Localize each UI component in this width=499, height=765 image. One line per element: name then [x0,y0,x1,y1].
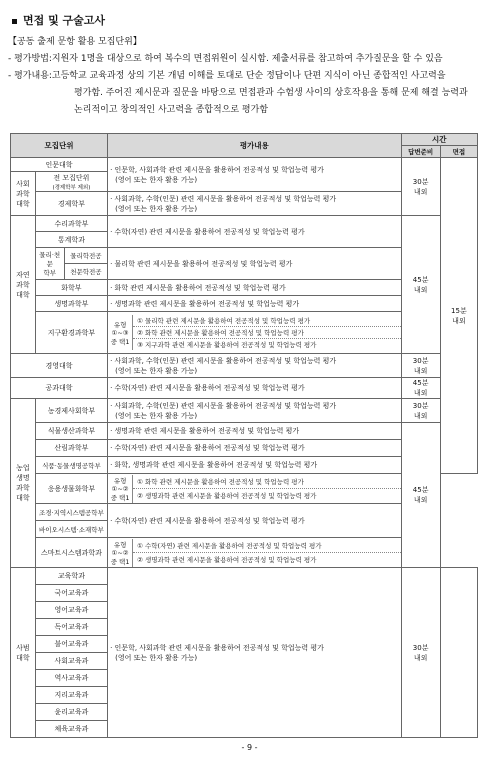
edu-dept: 교육학과 [35,568,107,585]
square-bullet-icon [12,19,17,24]
edu-dept: 역사교육과 [35,670,107,687]
section-heading: 면접 및 구술고사 [12,12,105,28]
edu-dept: 윤리교육과 [35,704,107,721]
page-number: - 9 - [241,743,258,752]
edu-dept: 영어교육과 [35,602,107,619]
edu-dept: 불어교육과 [35,636,107,653]
edu-dept: 사회교육과 [35,653,107,670]
evaluation-table: 모집단위 평가내용 시간 답변준비 면접 인문대학 · 인문학, 사회과학 관련 제시문을 활용하여 전공적성 및 학업능력 평가 (영어 또는 한자 활용 가능) 30분 내외 15분 내외 사회 과학 대학 전 모집단위 (경제학부 제외) 경제학부 · 사회과학, 수학(인문) 관련 제시문을 활용하여 전공적성 및 학업능력 평가 (영어 또는 한자 활용 가능) 자연 과학 대학 수리과학부 · 수학(자연) 관련 제시문을 활용하여 전공적성 및 학업능력 평가 45분 내외 통계학과 물리·천문 학부 물리학전공 · 물리학 관련 제시문을 활용하여 전공적성 및 학업능력 평가 천문학전공 화학부 · 화학 관련 제시문을 활용하여 전공적성 및 학업능력 평가 생명과학부 · 생명과학 관련 제시문을 활용하여 전공적성 및 학업능력 평가 지구환경과학부 유형 ①~③ 중 택1 ① 물리학 관련 제시문을 활용하여 전공적성 및 학업능력 평가 ② 화학 관련 제시문을 활용하여 전공적성 및 학업능력 평가 ③ 지구과학 관련 제시문을 활용하여 전공적성 및 학업능력 평가 경영대학 · 사회과학, 수학(인문) 관련 제시문을 활용하여 전공적성 및 학업능력 평가 (영어 또는 한자 활용 가능) 30분 내외 공과대학 · 수학(자연) 관련 제시문을 활용하여 전공적성 및 학업능력 평가 45분 내외 농업 생명 과학 대학 농경제사회학부 · 사회과학, 수학(인문) 관련 제시문을 활용하여 전공적성 및 학업능력 평가 (영어 또는 한자 활용 가능) 30분 내외 식물생산과학부 · 생명과학 관련 제시문을 활용하여 전공적성 및 학업능력 평가 45분 내외 산림과학부 · 수학(자연) 관련 제시문을 활용하여 전공적성 및 학업능력 평가 식품·동물생명공학부 · 화학, 생명과학 관련 제시문을 활용하여 전공적성 및 학업능력 평가 응용생물화학부 유형 ①~② 중 택1 ① 화학 관련 제시문을 활용하여 전공적성 및 학업능력 평가 ② 생명과학 관련 제시문을 활용하여 전공적성 및 학업능력 평가 조경·지역시스템공학부 · 수학(자연) 관련 제시문을 활용하여 전공적성 및 학업능력 평가 바이오시스템·소재학부 스마트시스템과학과 유형 ①~② 중 택1 ① 수학(자연) 관련 제시문을 활용하여 전공적성 및 학업능력 평가 ② 생명과학 관련 제시문을 활용하여 전공적성 및 학업능력 평가 사범 대학 교육학과 · 인문학, 사회과학 관련 제시문을 활용하여 전공적성 및 학업능력 평가 (영어 또는 한자 활용 가능) 30분 내외 국어교육과 영어교육과 독어교육과 불어교육과 사회교육과 역사교육과 지리교육과 윤리교육과 체육교육과 [10,133,478,738]
intro-bracket: 【공동 출제 문항 활용 모집단위】 [8,37,142,47]
edu-dept: 국어교육과 [35,585,107,602]
edu-dept: 체육교육과 [35,721,107,738]
edu-dept: 독어교육과 [35,619,107,636]
edu-dept: 지리교육과 [35,687,107,704]
intro-block: 【공동 출제 문항 활용 모집단위】 - 평가방법: 지원자 1명을 대상으로 하여 복수의 면접위원이 실시함. 제출서류를 참고하여 추가질문을 할 수 있음 - 평가내용: 고등학교 교육과정 상의 기본 개념 이해를 토대로 단순 정답이나 단편 지식이 아닌 종합적인 사고력을 평가함. 주어진 제시문과 질문을 바탕으로 면접관과 수험생 사이의 상호작용을 통해 문제 해결 능력과 논리적이고 창의적인 사고력을 종합적으로 평가함 [8,34,493,119]
